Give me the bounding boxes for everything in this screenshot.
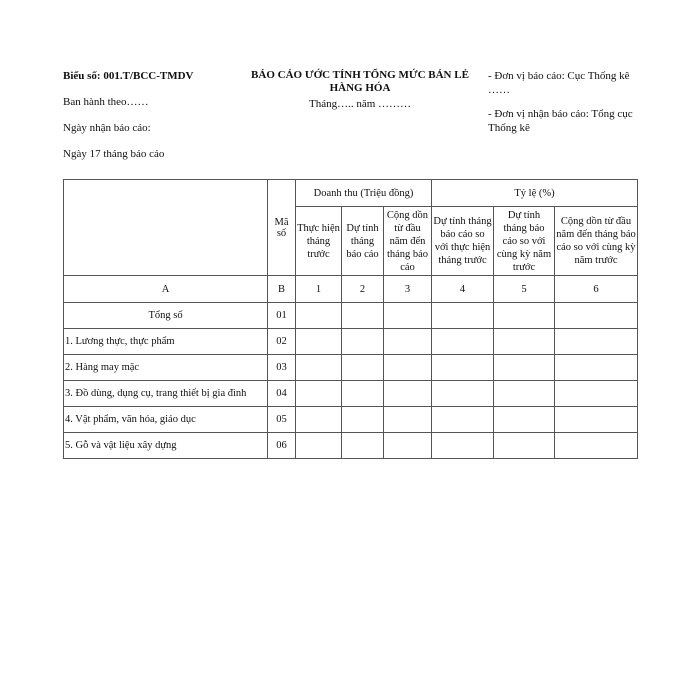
data-cell: [342, 303, 384, 329]
data-cell: [342, 355, 384, 381]
row-code: 01: [268, 303, 296, 329]
data-cell: [384, 329, 432, 355]
data-cell: [384, 381, 432, 407]
data-cell: [432, 433, 494, 459]
index-cell: A: [64, 276, 268, 303]
data-cell: [432, 303, 494, 329]
data-cell: [494, 433, 555, 459]
report-title: BÁO CÁO ƯỚC TÍNH TỔNG MỨC BÁN LẺ HÀNG HÓA: [251, 69, 469, 94]
index-cell: 2: [342, 276, 384, 303]
data-cell: [384, 355, 432, 381]
header-left: [63, 69, 233, 173]
revenue-group-header: Doanh thu (Triệu đồng): [296, 180, 432, 207]
data-cell: [555, 407, 638, 433]
index-cell: 6: [555, 276, 638, 303]
index-cell: 3: [384, 276, 432, 303]
ratio-group-header: Tỷ lệ (%): [432, 180, 638, 207]
index-cell: 4: [432, 276, 494, 303]
data-cell: [296, 381, 342, 407]
data-cell: [432, 407, 494, 433]
sub-header-4: Dự tính tháng báo cáo so với thực hiện tháng trước: [432, 207, 494, 276]
row-code: 03: [268, 355, 296, 381]
data-cell: [494, 381, 555, 407]
report-month: Tháng….. năm ………: [308, 98, 412, 110]
sub-header-1: Thực hiện tháng trước: [296, 207, 342, 276]
row-label: 1. Lương thực, thực phẩm: [64, 329, 268, 355]
table-row: [64, 329, 638, 355]
sub-header-2: Dự tính tháng báo cáo: [342, 207, 384, 276]
table-row: [64, 303, 638, 329]
data-cell: [296, 433, 342, 459]
data-cell: [342, 381, 384, 407]
data-cell: [432, 329, 494, 355]
receiving-unit: - Đơn vị nhận báo cáo: Tổng cục Thống kê: [488, 108, 633, 134]
row-code: 05: [268, 407, 296, 433]
table-row: [64, 381, 638, 407]
index-cell: B: [268, 276, 296, 303]
receive-date-label: Ngày nhận báo cáo:: [63, 122, 151, 134]
header-right: [488, 69, 638, 145]
report-table: [63, 179, 638, 459]
data-cell: [432, 355, 494, 381]
form-code: Biểu số: 001.T/BCC-TMDV: [63, 70, 194, 82]
data-cell: [494, 407, 555, 433]
header-center: [235, 69, 485, 111]
sub-header-6: Cộng dồn từ đầu năm đến tháng báo cáo so với cùng kỳ năm trước: [555, 207, 638, 276]
data-cell: [296, 407, 342, 433]
row-code: 04: [268, 381, 296, 407]
data-cell: [342, 433, 384, 459]
data-cell: [296, 329, 342, 355]
data-cell: [342, 329, 384, 355]
reporting-unit: - Đơn vị báo cáo: Cục Thống kê ……: [488, 70, 630, 96]
table-row: [64, 407, 638, 433]
row-label: Tổng số: [64, 303, 268, 329]
sub-header-3: Cộng dồn từ đầu năm đến tháng báo cáo: [384, 207, 432, 276]
table-row: [64, 355, 638, 381]
data-cell: [296, 355, 342, 381]
code-header: Mã số: [268, 180, 296, 276]
data-cell: [555, 329, 638, 355]
data-cell: [555, 381, 638, 407]
issued-by: Ban hành theo……: [63, 96, 149, 108]
data-cell: [384, 407, 432, 433]
row-label: 5. Gỗ và vật liệu xây dựng: [64, 433, 268, 459]
sub-header-5: Dự tính tháng báo cáo so với cùng kỳ năm trước: [494, 207, 555, 276]
index-cell: 5: [494, 276, 555, 303]
row-label: 3. Đồ dùng, dụng cụ, trang thiết bị gia đình: [64, 381, 268, 407]
row-label: 2. Hàng may mặc: [64, 355, 268, 381]
row-code: 02: [268, 329, 296, 355]
data-cell: [555, 433, 638, 459]
row-label: 4. Vật phẩm, văn hóa, giáo dục: [64, 407, 268, 433]
data-cell: [296, 303, 342, 329]
data-cell: [342, 407, 384, 433]
data-cell: [555, 355, 638, 381]
data-cell: [494, 329, 555, 355]
data-cell: [494, 355, 555, 381]
data-cell: [384, 433, 432, 459]
data-cell: [432, 381, 494, 407]
index-cell: 1: [296, 276, 342, 303]
item-header-cell: [64, 180, 268, 276]
data-cell: [555, 303, 638, 329]
table-row: [64, 433, 638, 459]
data-cell: [384, 303, 432, 329]
receive-date: Ngày 17 tháng báo cáo: [63, 148, 165, 160]
row-code: 06: [268, 433, 296, 459]
data-cell: [494, 303, 555, 329]
